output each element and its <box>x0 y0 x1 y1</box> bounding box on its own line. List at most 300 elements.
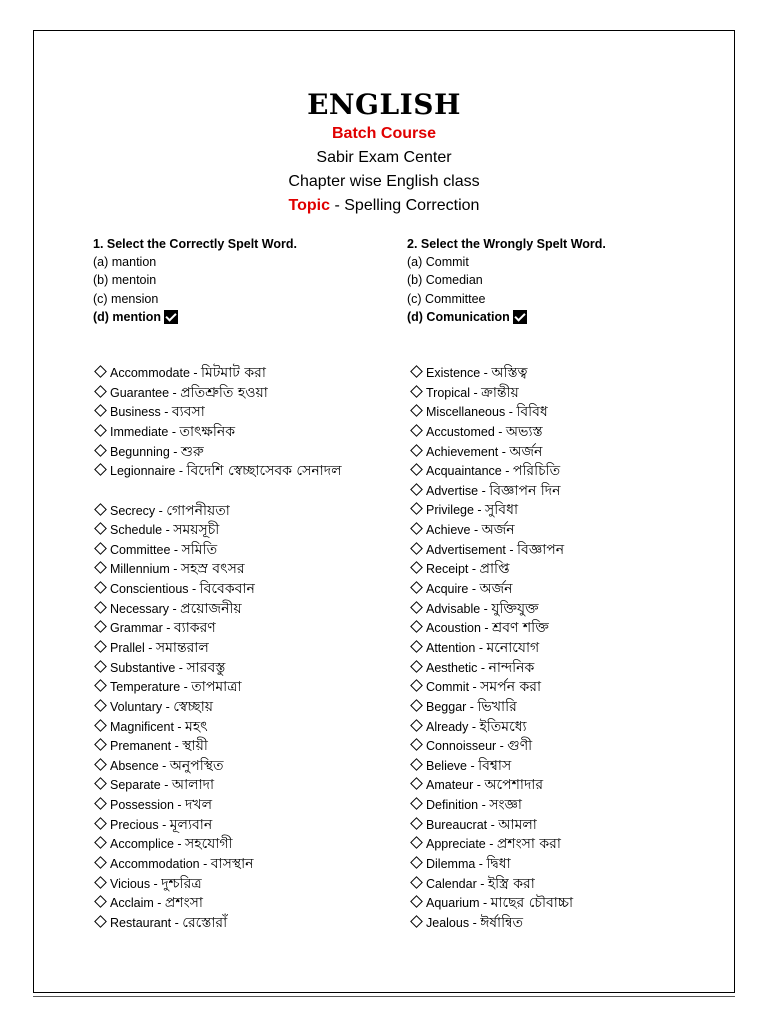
separator: - <box>468 582 480 597</box>
separator: - <box>467 758 479 773</box>
vocab-item <box>93 913 343 933</box>
vocab-item <box>93 874 343 894</box>
option-a: (a) mantion <box>93 255 157 270</box>
bengali-meaning: দখল <box>185 797 213 814</box>
separator: - <box>475 857 487 872</box>
diamond-icon <box>94 738 107 751</box>
topic-value: - Spelling Correction <box>330 197 480 214</box>
diamond-icon <box>410 876 423 889</box>
bengali-meaning: সুবিধা <box>485 502 518 519</box>
bengali-meaning: প্রশংসা করা <box>496 836 561 853</box>
separator: - <box>498 444 510 459</box>
batch-label: Batch Course <box>331 125 437 142</box>
diamond-icon <box>410 778 423 791</box>
separator: - <box>175 464 187 479</box>
english-word: Begunning <box>110 444 170 459</box>
bengali-meaning: বিবিধ <box>516 404 548 421</box>
separator: - <box>480 621 493 636</box>
vocab-item <box>409 422 709 442</box>
diamond-icon <box>94 758 107 771</box>
diamond-icon <box>410 660 423 673</box>
separator: - <box>173 837 186 852</box>
bengali-meaning: সহস্র বৎসর <box>180 561 245 578</box>
bengali-meaning: অনুপস্থিত <box>169 757 224 774</box>
separator: - <box>173 719 186 734</box>
diamond-icon <box>94 522 107 535</box>
bengali-meaning: সারবস্তু <box>186 659 226 676</box>
diamond-icon <box>94 542 107 555</box>
english-word: Guarantee <box>110 385 170 400</box>
question-title: 1. Select the Correctly Spelt Word. <box>93 237 297 251</box>
english-word: Voluntary <box>110 699 163 714</box>
diamond-icon <box>94 895 107 908</box>
vocab-item <box>93 717 343 737</box>
separator: - <box>473 778 485 793</box>
vocab-item <box>409 795 709 815</box>
bengali-meaning: অপেশাদার <box>484 777 544 794</box>
separator: - <box>477 660 489 675</box>
vocab-item <box>409 677 709 697</box>
diamond-icon <box>410 424 423 437</box>
check-icon <box>164 310 178 324</box>
vocab-item <box>409 815 709 835</box>
vocab-item <box>93 559 343 579</box>
diamond-icon <box>410 856 423 869</box>
answer-text: (d) mention <box>93 309 162 324</box>
diamond-icon <box>94 385 107 398</box>
diamond-icon <box>410 640 423 653</box>
separator: - <box>168 424 180 439</box>
diamond-icon <box>410 758 423 771</box>
english-word: Accustomed <box>426 424 495 439</box>
english-word: Absence <box>110 758 159 773</box>
english-word: Dilemma <box>426 857 476 872</box>
bengali-meaning: যুক্তিযুক্ত <box>491 600 539 617</box>
bengali-meaning: প্রতিশ্রুতি হওয়া <box>180 384 268 401</box>
vocab-item <box>93 442 343 462</box>
vocab-item <box>93 383 343 403</box>
vocab-item <box>409 618 709 638</box>
vocab-item <box>409 658 709 678</box>
separator: - <box>180 680 192 695</box>
diamond-icon <box>94 601 107 614</box>
separator: - <box>150 876 162 891</box>
vocab-item <box>409 442 709 462</box>
bengali-meaning: বিজ্ঞাপন দিন <box>489 482 561 499</box>
english-word: Premanent <box>110 739 172 754</box>
diamond-icon <box>410 365 423 378</box>
bengali-meaning: বিজ্ঞাপন <box>517 541 565 558</box>
diamond-icon <box>94 404 107 417</box>
vocab-list-right <box>409 363 709 933</box>
vocab-item <box>93 736 343 756</box>
separator: - <box>162 621 174 636</box>
diamond-icon <box>94 837 107 850</box>
english-word: Attention <box>426 640 476 655</box>
bengali-meaning: শ্রবণ শক্তি <box>492 620 549 637</box>
vocab-item <box>409 775 709 795</box>
english-word: Precious <box>110 817 159 832</box>
vocab-item <box>409 520 709 540</box>
diamond-icon <box>410 483 423 496</box>
english-word: Commit <box>426 680 470 695</box>
diamond-icon <box>410 679 423 692</box>
separator: - <box>501 464 513 479</box>
english-word: Accommodate <box>110 366 190 380</box>
vocab-list-left <box>93 363 343 933</box>
vocab-item <box>409 834 709 854</box>
diamond-icon <box>410 385 423 398</box>
english-word: Definition <box>426 798 479 813</box>
bengali-meaning: প্রাপ্তি <box>479 561 510 578</box>
topic-line <box>33 194 735 218</box>
diamond-icon <box>410 542 423 555</box>
check-icon <box>513 310 527 324</box>
vocab-item <box>409 893 709 913</box>
diamond-icon <box>410 463 423 476</box>
separator: - <box>188 582 200 597</box>
diamond-icon <box>410 562 423 575</box>
diamond-icon <box>94 660 107 673</box>
vocab-item <box>409 383 709 403</box>
english-word: Aquarium <box>426 896 480 911</box>
class-line: Chapter wise English class <box>288 173 480 190</box>
bengali-meaning: সমান্তরাল <box>155 639 209 656</box>
option-a: (a) Commit <box>407 255 469 270</box>
english-word: Advertise <box>426 483 479 498</box>
vocab-item <box>93 501 343 521</box>
bengali-meaning: ক্রান্তীয় <box>481 384 519 401</box>
vocab-item <box>409 579 709 599</box>
english-word: Acquaintance <box>426 464 502 479</box>
separator: - <box>469 915 481 930</box>
separator: - <box>476 876 488 891</box>
english-word: Necessary <box>110 601 170 616</box>
bengali-meaning: পরিচিতি <box>512 463 561 480</box>
english-word: Possession <box>110 798 174 813</box>
english-word: Advisable <box>426 601 481 616</box>
bengali-meaning: নান্দনিক <box>488 659 535 676</box>
answer-d <box>93 308 297 326</box>
vocab-item <box>93 422 343 442</box>
english-word: Grammar <box>110 621 163 636</box>
separator: - <box>473 503 486 518</box>
bengali-meaning: গুণী <box>507 738 533 755</box>
bengali-meaning: ব্যাকরণ <box>173 620 216 637</box>
separator: - <box>160 405 172 420</box>
english-word: Miscellaneous <box>426 405 506 420</box>
question-1 <box>93 235 297 326</box>
english-word: Amateur <box>426 778 474 793</box>
separator: - <box>505 405 517 420</box>
english-word: Believe <box>426 758 467 773</box>
bengali-meaning: মাছের চৌবাচ্চা <box>490 895 574 912</box>
bengali-meaning: অর্জন <box>481 522 515 539</box>
english-word: Millennium <box>110 562 170 577</box>
separator: - <box>169 444 181 459</box>
separator: - <box>487 817 499 832</box>
option-c: (c) mension <box>93 291 159 306</box>
vocab-item <box>93 638 343 658</box>
english-word: Aesthetic <box>426 660 478 675</box>
separator: - <box>158 758 170 773</box>
english-word: Appreciate <box>426 837 486 852</box>
vocab-item <box>409 854 709 874</box>
separator: - <box>478 798 490 813</box>
separator: - <box>480 601 492 616</box>
vocab-item <box>93 697 343 717</box>
bengali-meaning: স্বেচ্ছায় <box>173 698 213 715</box>
separator: - <box>466 699 478 714</box>
diamond-icon <box>94 424 107 437</box>
diamond-icon <box>94 365 107 378</box>
topic-label: Topic <box>288 197 331 214</box>
vocab-item <box>409 874 709 894</box>
bengali-meaning: ঈর্ষান্বিত <box>480 914 524 931</box>
bengali-meaning: মহৎ <box>185 718 208 735</box>
diamond-icon <box>94 562 107 575</box>
bengali-meaning: শুরু <box>180 443 204 460</box>
vocab-item <box>93 520 343 540</box>
separator: - <box>475 640 487 655</box>
bengali-meaning: দুশ্চরিত্র <box>161 875 202 892</box>
bengali-meaning: বিদেশি স্বেচ্ছাসেবক সেনাদল <box>186 463 342 480</box>
question-2 <box>407 235 606 326</box>
bengali-meaning: সমর্পন করা <box>480 679 542 696</box>
option-c: (c) Committee <box>407 291 486 306</box>
bengali-meaning: ইতিমধ্যে <box>479 718 527 735</box>
bengali-meaning: মিটমাট করা <box>201 365 266 381</box>
english-word: Prallel <box>110 640 145 655</box>
diamond-icon <box>410 895 423 908</box>
english-word: Magnificent <box>110 719 174 734</box>
diamond-icon <box>410 738 423 751</box>
bengali-meaning: অভ্যস্ত <box>505 423 543 440</box>
diamond-icon <box>94 876 107 889</box>
vocab-item <box>93 815 343 835</box>
vocab-item <box>409 540 709 560</box>
bengali-meaning: তাৎক্ষনিক <box>179 423 236 440</box>
vocab-item <box>93 677 343 697</box>
english-word: Temperature <box>110 680 181 695</box>
separator: - <box>160 778 172 793</box>
diamond-icon <box>410 837 423 850</box>
bengali-meaning: ইস্ত্রি করা <box>487 875 535 892</box>
diamond-icon <box>410 719 423 732</box>
bengali-meaning: প্রশংসা <box>164 895 203 912</box>
diamond-icon <box>410 915 423 928</box>
separator: - <box>199 857 211 872</box>
english-word: Bureaucrat <box>426 817 488 832</box>
english-word: Privilege <box>426 503 474 518</box>
vocab-item <box>93 402 343 422</box>
diamond-icon <box>94 817 107 830</box>
english-word: Accommodation <box>110 857 200 872</box>
vocab-item <box>409 559 709 579</box>
diamond-icon <box>94 856 107 869</box>
diamond-icon <box>94 444 107 457</box>
separator: - <box>169 385 181 400</box>
bengali-meaning: সময়সূচী <box>173 522 220 539</box>
diamond-icon <box>410 817 423 830</box>
diamond-icon <box>94 778 107 791</box>
separator: - <box>173 798 186 813</box>
bengali-meaning: ব্যবসা <box>171 404 205 421</box>
english-word: Separate <box>110 778 161 793</box>
bengali-meaning: দ্বিধা <box>486 856 511 873</box>
bengali-meaning: গোপনীয়তা <box>166 502 230 519</box>
option-b: (b) mentoin <box>93 273 157 288</box>
vocab-item <box>93 893 343 913</box>
diamond-icon <box>94 640 107 653</box>
document-header <box>33 88 735 218</box>
diamond-icon <box>94 915 107 928</box>
vocab-item <box>409 756 709 776</box>
vocab-item <box>409 736 709 756</box>
vocab-item <box>93 775 343 795</box>
vocab-item <box>93 658 343 678</box>
vocab-item <box>93 618 343 638</box>
vocab-item <box>93 599 343 619</box>
english-word: Vicious <box>110 876 151 891</box>
bengali-meaning: সহযোগী <box>185 836 233 853</box>
english-word: Committee <box>110 542 171 557</box>
separator: - <box>155 503 167 518</box>
bengali-meaning: বাসস্থান <box>210 856 254 873</box>
separator: - <box>468 562 480 577</box>
separator: - <box>175 660 187 675</box>
separator: - <box>189 366 202 380</box>
diamond-icon <box>94 679 107 692</box>
separator: - <box>171 739 183 754</box>
english-word: Acquire <box>426 582 469 597</box>
vocab-item <box>93 834 343 854</box>
english-word: Schedule <box>110 523 163 538</box>
separator: - <box>162 523 174 538</box>
separator: - <box>468 719 480 734</box>
exam-center: Sabir Exam Center <box>316 149 452 166</box>
english-word: Restaurant <box>110 915 172 930</box>
separator: - <box>470 385 482 400</box>
diamond-icon <box>94 581 107 594</box>
vocab-item <box>93 363 343 383</box>
bengali-meaning: আলাদা <box>171 777 215 794</box>
english-word: Connoisseur <box>426 739 497 754</box>
english-word: Tropical <box>426 385 470 400</box>
separator: - <box>169 601 181 616</box>
diamond-icon <box>410 404 423 417</box>
english-word: Conscientious <box>110 582 189 597</box>
english-word: Acoustion <box>426 621 481 636</box>
document-title: ENGLISH <box>307 88 461 121</box>
separator: - <box>485 837 497 852</box>
separator: - <box>469 680 481 695</box>
separator: - <box>171 915 183 930</box>
diamond-icon <box>410 797 423 810</box>
english-word: Jealous <box>426 915 470 930</box>
bengali-meaning: বিবেকবান <box>199 581 255 598</box>
english-word: Achievement <box>426 444 499 459</box>
english-word: Substantive <box>110 660 176 675</box>
vocab-item <box>409 481 709 501</box>
bengali-meaning: আমলা <box>498 816 537 833</box>
option-b: (b) Comedian <box>407 273 483 288</box>
separator: - <box>470 523 482 538</box>
separator: - <box>170 542 182 557</box>
bengali-meaning: রেস্তোরাঁ <box>182 914 228 931</box>
diamond-icon <box>410 444 423 457</box>
english-word: Advertisement <box>426 542 506 557</box>
answer-text: (d) Comunication <box>407 309 510 324</box>
vocab-item <box>93 461 343 500</box>
vocab-item <box>409 363 709 383</box>
diamond-icon <box>410 620 423 633</box>
vocab-item <box>409 599 709 619</box>
separator: - <box>158 817 170 832</box>
separator: - <box>169 562 181 577</box>
bengali-meaning: বিশ্বাস <box>478 757 512 774</box>
bengali-meaning: তাপমাত্রা <box>191 679 242 696</box>
bengali-meaning: ভিখারি <box>477 698 517 715</box>
diamond-icon <box>410 581 423 594</box>
vocab-item <box>93 579 343 599</box>
vocab-item <box>93 795 343 815</box>
bengali-meaning: প্রয়োজনীয় <box>180 600 242 617</box>
vocab-item <box>93 756 343 776</box>
bengali-meaning: অর্জন <box>479 581 513 598</box>
english-word: Beggar <box>426 699 467 714</box>
english-word: Existence <box>426 366 481 380</box>
vocab-item <box>409 500 709 520</box>
bengali-meaning: স্থায়ী <box>182 738 208 755</box>
separator: - <box>478 483 490 498</box>
vocab-item <box>93 540 343 560</box>
bengali-meaning: মনোযোগ <box>486 639 540 656</box>
diamond-icon <box>410 503 423 516</box>
english-word: Achieve <box>426 523 471 538</box>
bengali-meaning: অর্জন <box>509 443 543 460</box>
answer-d <box>407 308 606 326</box>
english-word: Already <box>426 719 469 734</box>
separator: - <box>494 424 506 439</box>
diamond-icon <box>410 699 423 712</box>
vocab-item <box>93 854 343 874</box>
diamond-icon <box>94 503 107 516</box>
diamond-icon <box>410 522 423 535</box>
page-bottom-rule <box>33 996 735 997</box>
english-word: Acclaim <box>110 896 154 911</box>
diamond-icon <box>94 719 107 732</box>
separator: - <box>505 542 518 557</box>
diamond-icon <box>94 797 107 810</box>
diamond-icon <box>410 601 423 614</box>
vocab-item <box>409 402 709 422</box>
separator: - <box>479 896 491 911</box>
vocab-item <box>409 461 709 481</box>
diamond-icon <box>94 699 107 712</box>
english-word: Legionnaire <box>110 464 176 479</box>
bengali-meaning: অস্তিত্ব <box>491 365 528 381</box>
vocab-item <box>409 913 709 933</box>
bengali-meaning: সমিতি <box>181 541 218 558</box>
english-word: Immediate <box>110 424 169 439</box>
english-word: Secrecy <box>110 503 156 518</box>
english-word: Calendar <box>426 876 477 891</box>
vocab-item <box>409 717 709 737</box>
diamond-icon <box>94 620 107 633</box>
question-title: 2. Select the Wrongly Spelt Word. <box>407 237 606 251</box>
english-word: Business <box>110 405 161 420</box>
